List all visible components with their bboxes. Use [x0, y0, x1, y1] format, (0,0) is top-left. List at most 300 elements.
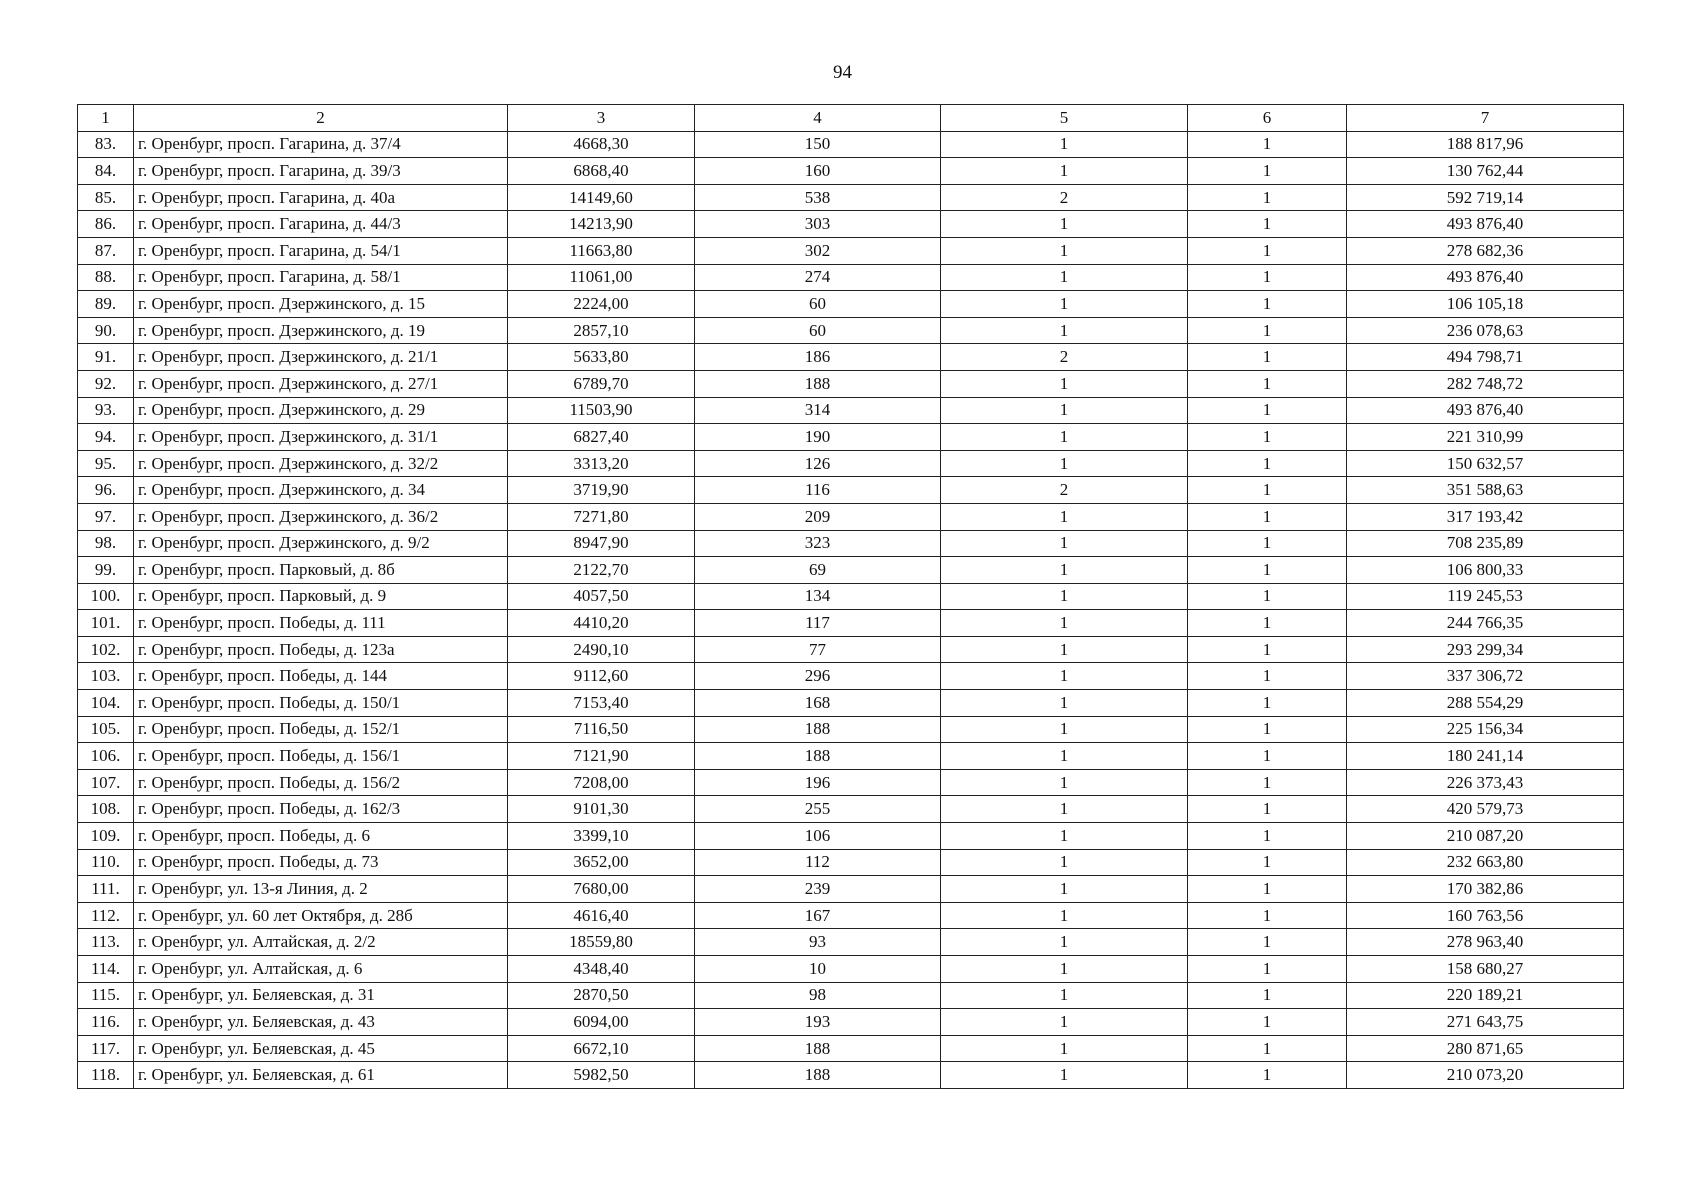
area-cell: 6789,70	[508, 370, 695, 397]
area-cell: 9101,30	[508, 796, 695, 823]
amount-cell: 420 579,73	[1347, 796, 1624, 823]
count-cell: 302	[695, 237, 941, 264]
table-row	[78, 876, 1624, 903]
address-cell: г. Оренбург, ул. 60 лет Октября, д. 28б	[134, 902, 508, 929]
area-cell: 3313,20	[508, 450, 695, 477]
count-cell: 98	[695, 982, 941, 1009]
address-cell: г. Оренбург, просп. Парковый, д. 9	[134, 583, 508, 610]
value-5-cell: 1	[941, 397, 1188, 424]
table-row	[78, 1062, 1624, 1089]
value-6-cell: 1	[1188, 131, 1347, 158]
area-cell: 7271,80	[508, 503, 695, 530]
count-cell: 167	[695, 902, 941, 929]
table-row	[78, 982, 1624, 1009]
row-number-cell: 109.	[78, 823, 134, 850]
row-number-cell: 87.	[78, 237, 134, 264]
table-row	[78, 397, 1624, 424]
amount-cell: 210 073,20	[1347, 1062, 1624, 1089]
amount-cell: 280 871,65	[1347, 1035, 1624, 1062]
amount-cell: 158 680,27	[1347, 956, 1624, 983]
value-6-cell: 1	[1188, 796, 1347, 823]
count-cell: 538	[695, 184, 941, 211]
area-cell: 5633,80	[508, 344, 695, 371]
area-cell: 4348,40	[508, 956, 695, 983]
value-6-cell: 1	[1188, 424, 1347, 451]
count-cell: 188	[695, 716, 941, 743]
value-6-cell: 1	[1188, 503, 1347, 530]
amount-cell: 225 156,34	[1347, 716, 1624, 743]
value-6-cell: 1	[1188, 716, 1347, 743]
area-cell: 6868,40	[508, 158, 695, 185]
value-5-cell: 1	[941, 982, 1188, 1009]
area-cell: 3399,10	[508, 823, 695, 850]
amount-cell: 106 105,18	[1347, 291, 1624, 318]
address-cell: г. Оренбург, ул. Алтайская, д. 6	[134, 956, 508, 983]
table-row	[78, 663, 1624, 690]
count-cell: 209	[695, 503, 941, 530]
amount-cell: 170 382,86	[1347, 876, 1624, 903]
count-cell: 193	[695, 1009, 941, 1036]
area-cell: 11663,80	[508, 237, 695, 264]
value-6-cell: 1	[1188, 769, 1347, 796]
amount-cell: 160 763,56	[1347, 902, 1624, 929]
amount-cell: 278 963,40	[1347, 929, 1624, 956]
count-cell: 60	[695, 291, 941, 318]
value-5-cell: 1	[941, 1035, 1188, 1062]
table-row	[78, 264, 1624, 291]
header-row	[78, 105, 1624, 132]
area-cell: 7116,50	[508, 716, 695, 743]
address-cell: г. Оренбург, просп. Дзержинского, д. 36/2	[134, 503, 508, 530]
area-cell: 7121,90	[508, 743, 695, 770]
value-6-cell: 1	[1188, 450, 1347, 477]
row-number-cell: 85.	[78, 184, 134, 211]
value-6-cell: 1	[1188, 317, 1347, 344]
count-cell: 255	[695, 796, 941, 823]
table-row	[78, 158, 1624, 185]
table-row	[78, 477, 1624, 504]
value-5-cell: 1	[941, 636, 1188, 663]
value-6-cell: 1	[1188, 823, 1347, 850]
value-6-cell: 1	[1188, 743, 1347, 770]
area-cell: 7153,40	[508, 690, 695, 717]
value-6-cell: 1	[1188, 158, 1347, 185]
amount-cell: 708 235,89	[1347, 530, 1624, 557]
value-5-cell: 1	[941, 823, 1188, 850]
amount-cell: 351 588,63	[1347, 477, 1624, 504]
area-cell: 4616,40	[508, 902, 695, 929]
value-5-cell: 1	[941, 849, 1188, 876]
amount-cell: 232 663,80	[1347, 849, 1624, 876]
value-6-cell: 1	[1188, 211, 1347, 238]
table-body	[78, 131, 1624, 1088]
row-number-cell: 96.	[78, 477, 134, 504]
area-cell: 3719,90	[508, 477, 695, 504]
row-number-cell: 88.	[78, 264, 134, 291]
row-number-cell: 101.	[78, 610, 134, 637]
value-5-cell: 1	[941, 929, 1188, 956]
row-number-cell: 117.	[78, 1035, 134, 1062]
table-row	[78, 610, 1624, 637]
col-address-header: 2	[134, 105, 508, 132]
area-cell: 14213,90	[508, 211, 695, 238]
table-row	[78, 237, 1624, 264]
row-number-cell: 98.	[78, 530, 134, 557]
area-cell: 2870,50	[508, 982, 695, 1009]
count-cell: 112	[695, 849, 941, 876]
row-number-cell: 103.	[78, 663, 134, 690]
value-5-cell: 1	[941, 530, 1188, 557]
area-cell: 2490,10	[508, 636, 695, 663]
address-cell: г. Оренбург, ул. Алтайская, д. 2/2	[134, 929, 508, 956]
address-cell: г. Оренбург, ул. Беляевская, д. 31	[134, 982, 508, 1009]
value-6-cell: 1	[1188, 477, 1347, 504]
col-area-header: 3	[508, 105, 695, 132]
address-cell: г. Оренбург, просп. Гагарина, д. 54/1	[134, 237, 508, 264]
amount-cell: 592 719,14	[1347, 184, 1624, 211]
area-cell: 7208,00	[508, 769, 695, 796]
row-number-cell: 113.	[78, 929, 134, 956]
value-5-cell: 1	[941, 503, 1188, 530]
table-row	[78, 929, 1624, 956]
value-6-cell: 1	[1188, 902, 1347, 929]
value-6-cell: 1	[1188, 610, 1347, 637]
value-6-cell: 1	[1188, 184, 1347, 211]
count-cell: 93	[695, 929, 941, 956]
amount-cell: 293 299,34	[1347, 636, 1624, 663]
table-row	[78, 184, 1624, 211]
amount-cell: 493 876,40	[1347, 211, 1624, 238]
address-cell: г. Оренбург, просп. Парковый, д. 8б	[134, 557, 508, 584]
row-number-cell: 93.	[78, 397, 134, 424]
amount-cell: 271 643,75	[1347, 1009, 1624, 1036]
value-6-cell: 1	[1188, 237, 1347, 264]
address-cell: г. Оренбург, ул. 13-я Линия, д. 2	[134, 876, 508, 903]
row-number-cell: 100.	[78, 583, 134, 610]
count-cell: 150	[695, 131, 941, 158]
row-number-cell: 89.	[78, 291, 134, 318]
amount-cell: 244 766,35	[1347, 610, 1624, 637]
address-cell: г. Оренбург, просп. Дзержинского, д. 27/1	[134, 370, 508, 397]
area-cell: 9112,60	[508, 663, 695, 690]
table-row	[78, 530, 1624, 557]
value-6-cell: 1	[1188, 370, 1347, 397]
value-5-cell: 1	[941, 237, 1188, 264]
table-row	[78, 743, 1624, 770]
row-number-cell: 112.	[78, 902, 134, 929]
value-6-cell: 1	[1188, 876, 1347, 903]
table-row	[78, 557, 1624, 584]
value-5-cell: 1	[941, 583, 1188, 610]
value-5-cell: 2	[941, 184, 1188, 211]
address-cell: г. Оренбург, просп. Победы, д. 73	[134, 849, 508, 876]
value-6-cell: 1	[1188, 1062, 1347, 1089]
area-cell: 2857,10	[508, 317, 695, 344]
row-number-cell: 83.	[78, 131, 134, 158]
value-5-cell: 1	[941, 690, 1188, 717]
area-cell: 14149,60	[508, 184, 695, 211]
count-cell: 134	[695, 583, 941, 610]
table-row	[78, 131, 1624, 158]
row-number-cell: 99.	[78, 557, 134, 584]
value-6-cell: 1	[1188, 1035, 1347, 1062]
value-6-cell: 1	[1188, 636, 1347, 663]
value-5-cell: 1	[941, 769, 1188, 796]
address-cell: г. Оренбург, ул. Беляевская, д. 43	[134, 1009, 508, 1036]
address-cell: г. Оренбург, ул. Беляевская, д. 45	[134, 1035, 508, 1062]
value-5-cell: 1	[941, 716, 1188, 743]
amount-cell: 210 087,20	[1347, 823, 1624, 850]
value-6-cell: 1	[1188, 397, 1347, 424]
count-cell: 196	[695, 769, 941, 796]
row-number-cell: 104.	[78, 690, 134, 717]
row-number-cell: 90.	[78, 317, 134, 344]
amount-cell: 188 817,96	[1347, 131, 1624, 158]
row-number-cell: 108.	[78, 796, 134, 823]
row-number-cell: 116.	[78, 1009, 134, 1036]
address-cell: г. Оренбург, просп. Дзержинского, д. 32/2	[134, 450, 508, 477]
count-cell: 69	[695, 557, 941, 584]
amount-cell: 288 554,29	[1347, 690, 1624, 717]
count-cell: 160	[695, 158, 941, 185]
table-row	[78, 849, 1624, 876]
value-5-cell: 1	[941, 956, 1188, 983]
amount-cell: 130 762,44	[1347, 158, 1624, 185]
amount-cell: 106 800,33	[1347, 557, 1624, 584]
count-cell: 10	[695, 956, 941, 983]
amount-cell: 494 798,71	[1347, 344, 1624, 371]
address-cell: г. Оренбург, просп. Победы, д. 150/1	[134, 690, 508, 717]
value-6-cell: 1	[1188, 929, 1347, 956]
address-cell: г. Оренбург, просп. Победы, д. 6	[134, 823, 508, 850]
amount-cell: 282 748,72	[1347, 370, 1624, 397]
value-5-cell: 1	[941, 1062, 1188, 1089]
area-cell: 2122,70	[508, 557, 695, 584]
count-cell: 188	[695, 743, 941, 770]
table-row	[78, 716, 1624, 743]
table-row	[78, 690, 1624, 717]
value-6-cell: 1	[1188, 344, 1347, 371]
value-5-cell: 1	[941, 902, 1188, 929]
row-number-cell: 91.	[78, 344, 134, 371]
row-number-cell: 115.	[78, 982, 134, 1009]
table-row	[78, 583, 1624, 610]
value-6-cell: 1	[1188, 530, 1347, 557]
address-cell: г. Оренбург, просп. Гагарина, д. 39/3	[134, 158, 508, 185]
count-cell: 188	[695, 1035, 941, 1062]
address-cell: г. Оренбург, просп. Победы, д. 162/3	[134, 796, 508, 823]
count-cell: 60	[695, 317, 941, 344]
address-cell: г. Оренбург, просп. Гагарина, д. 37/4	[134, 131, 508, 158]
amount-cell: 226 373,43	[1347, 769, 1624, 796]
row-number-cell: 110.	[78, 849, 134, 876]
count-cell: 168	[695, 690, 941, 717]
row-number-cell: 105.	[78, 716, 134, 743]
table-row	[78, 636, 1624, 663]
address-cell: г. Оренбург, просп. Победы, д. 156/2	[134, 769, 508, 796]
row-number-cell: 111.	[78, 876, 134, 903]
count-cell: 314	[695, 397, 941, 424]
value-5-cell: 1	[941, 1009, 1188, 1036]
value-5-cell: 1	[941, 876, 1188, 903]
value-6-cell: 1	[1188, 956, 1347, 983]
row-number-cell: 106.	[78, 743, 134, 770]
address-cell: г. Оренбург, просп. Победы, д. 152/1	[134, 716, 508, 743]
address-cell: г. Оренбург, просп. Дзержинского, д. 34	[134, 477, 508, 504]
area-cell: 6094,00	[508, 1009, 695, 1036]
row-number-cell: 118.	[78, 1062, 134, 1089]
amount-cell: 221 310,99	[1347, 424, 1624, 451]
amount-cell: 180 241,14	[1347, 743, 1624, 770]
col-amount-header: 7	[1347, 105, 1624, 132]
value-5-cell: 1	[941, 424, 1188, 451]
area-cell: 6827,40	[508, 424, 695, 451]
amount-cell: 220 189,21	[1347, 982, 1624, 1009]
page-number: 94	[833, 62, 852, 83]
value-5-cell: 1	[941, 450, 1188, 477]
area-cell: 6672,10	[508, 1035, 695, 1062]
address-cell: г. Оренбург, просп. Дзержинского, д. 21/1	[134, 344, 508, 371]
table-row	[78, 211, 1624, 238]
amount-cell: 337 306,72	[1347, 663, 1624, 690]
address-cell: г. Оренбург, просп. Победы, д. 144	[134, 663, 508, 690]
count-cell: 116	[695, 477, 941, 504]
table-row	[78, 503, 1624, 530]
value-6-cell: 1	[1188, 690, 1347, 717]
address-cell: г. Оренбург, просп. Победы, д. 123а	[134, 636, 508, 663]
amount-cell: 236 078,63	[1347, 317, 1624, 344]
buildings-table	[77, 104, 1624, 1089]
address-cell: г. Оренбург, просп. Дзержинского, д. 31/1	[134, 424, 508, 451]
count-cell: 186	[695, 344, 941, 371]
count-cell: 188	[695, 370, 941, 397]
value-5-cell: 1	[941, 743, 1188, 770]
value-5-cell: 2	[941, 477, 1188, 504]
value-5-cell: 2	[941, 344, 1188, 371]
table-row	[78, 424, 1624, 451]
area-cell: 8947,90	[508, 530, 695, 557]
address-cell: г. Оренбург, просп. Дзержинского, д. 19	[134, 317, 508, 344]
table-row	[78, 370, 1624, 397]
count-cell: 188	[695, 1062, 941, 1089]
amount-cell: 119 245,53	[1347, 583, 1624, 610]
address-cell: г. Оренбург, ул. Беляевская, д. 61	[134, 1062, 508, 1089]
area-cell: 11061,00	[508, 264, 695, 291]
count-cell: 239	[695, 876, 941, 903]
count-cell: 274	[695, 264, 941, 291]
table-row	[78, 1009, 1624, 1036]
row-number-cell: 114.	[78, 956, 134, 983]
count-cell: 106	[695, 823, 941, 850]
value-6-cell: 1	[1188, 583, 1347, 610]
area-cell: 2224,00	[508, 291, 695, 318]
count-cell: 303	[695, 211, 941, 238]
table-row	[78, 902, 1624, 929]
col-6-header: 6	[1188, 105, 1347, 132]
table-row	[78, 796, 1624, 823]
row-number-cell: 95.	[78, 450, 134, 477]
amount-cell: 317 193,42	[1347, 503, 1624, 530]
amount-cell: 493 876,40	[1347, 264, 1624, 291]
value-5-cell: 1	[941, 370, 1188, 397]
count-cell: 77	[695, 636, 941, 663]
address-cell: г. Оренбург, просп. Гагарина, д. 40а	[134, 184, 508, 211]
col-5-header: 5	[941, 105, 1188, 132]
col-count-header: 4	[695, 105, 941, 132]
table-header	[78, 105, 1624, 132]
count-cell: 117	[695, 610, 941, 637]
area-cell: 4410,20	[508, 610, 695, 637]
address-cell: г. Оренбург, просп. Гагарина, д. 44/3	[134, 211, 508, 238]
area-cell: 4668,30	[508, 131, 695, 158]
address-cell: г. Оренбург, просп. Победы, д. 111	[134, 610, 508, 637]
value-5-cell: 1	[941, 557, 1188, 584]
row-number-cell: 102.	[78, 636, 134, 663]
col-number-header: 1	[78, 105, 134, 132]
table-row	[78, 823, 1624, 850]
value-6-cell: 1	[1188, 663, 1347, 690]
area-cell: 7680,00	[508, 876, 695, 903]
table-row	[78, 317, 1624, 344]
count-cell: 126	[695, 450, 941, 477]
table-row	[78, 450, 1624, 477]
amount-cell: 150 632,57	[1347, 450, 1624, 477]
row-number-cell: 107.	[78, 769, 134, 796]
count-cell: 190	[695, 424, 941, 451]
area-cell: 3652,00	[508, 849, 695, 876]
row-number-cell: 86.	[78, 211, 134, 238]
table-row	[78, 956, 1624, 983]
amount-cell: 278 682,36	[1347, 237, 1624, 264]
value-5-cell: 1	[941, 610, 1188, 637]
value-5-cell: 1	[941, 264, 1188, 291]
value-5-cell: 1	[941, 796, 1188, 823]
address-cell: г. Оренбург, просп. Дзержинского, д. 29	[134, 397, 508, 424]
row-number-cell: 97.	[78, 503, 134, 530]
area-cell: 4057,50	[508, 583, 695, 610]
value-5-cell: 1	[941, 663, 1188, 690]
count-cell: 323	[695, 530, 941, 557]
value-5-cell: 1	[941, 291, 1188, 318]
value-6-cell: 1	[1188, 982, 1347, 1009]
row-number-cell: 94.	[78, 424, 134, 451]
value-6-cell: 1	[1188, 557, 1347, 584]
value-5-cell: 1	[941, 211, 1188, 238]
value-6-cell: 1	[1188, 291, 1347, 318]
value-6-cell: 1	[1188, 264, 1347, 291]
amount-cell: 493 876,40	[1347, 397, 1624, 424]
address-cell: г. Оренбург, просп. Дзержинского, д. 15	[134, 291, 508, 318]
table-row	[78, 291, 1624, 318]
table-row	[78, 1035, 1624, 1062]
area-cell: 5982,50	[508, 1062, 695, 1089]
table-row	[78, 344, 1624, 371]
address-cell: г. Оренбург, просп. Гагарина, д. 58/1	[134, 264, 508, 291]
value-5-cell: 1	[941, 317, 1188, 344]
value-6-cell: 1	[1188, 1009, 1347, 1036]
value-6-cell: 1	[1188, 849, 1347, 876]
area-cell: 11503,90	[508, 397, 695, 424]
row-number-cell: 84.	[78, 158, 134, 185]
count-cell: 296	[695, 663, 941, 690]
value-5-cell: 1	[941, 158, 1188, 185]
table-row	[78, 769, 1624, 796]
row-number-cell: 92.	[78, 370, 134, 397]
value-5-cell: 1	[941, 131, 1188, 158]
address-cell: г. Оренбург, просп. Победы, д. 156/1	[134, 743, 508, 770]
area-cell: 18559,80	[508, 929, 695, 956]
address-cell: г. Оренбург, просп. Дзержинского, д. 9/2	[134, 530, 508, 557]
